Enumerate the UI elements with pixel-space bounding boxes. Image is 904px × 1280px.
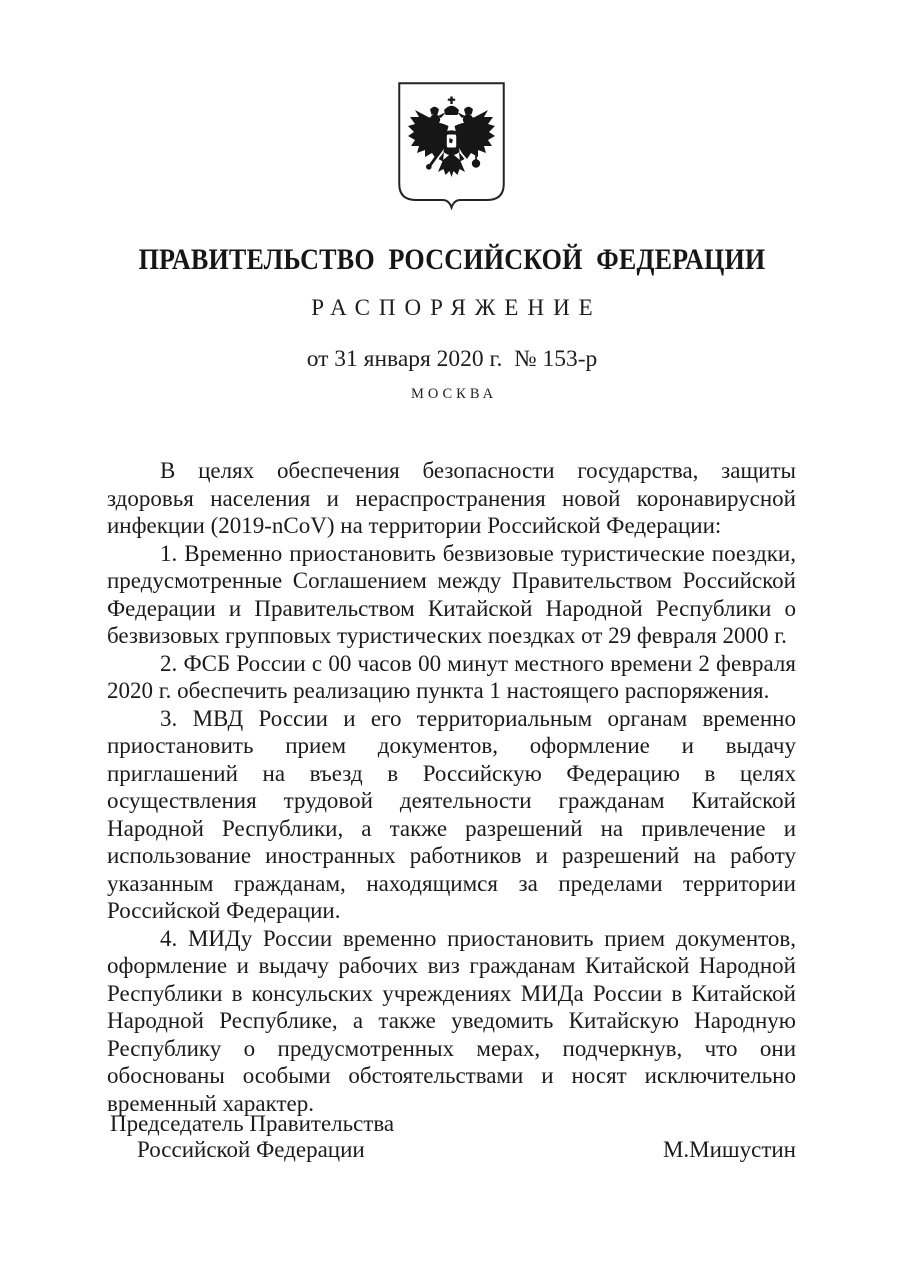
document-body — [107, 457, 796, 1117]
date-and-number-line: от 31 января 2020 г. № 153-р — [306, 346, 598, 372]
paragraph-preamble: В целях обеспечения безопасности государства, защиты здоровья населения и нераспространения новой коронавирусной инфекции (2019-nCoV) на территории Российской Федерации: — [107, 458, 796, 538]
paragraph-item-1: 1. Временно приостановить безвизовые туристические поездки, предусмотренные Соглашением между Правительством Российской Федерации и Правительством Китайской Народной Республики о безвизовых групповых туристических поездках от 29 февраля 2000 г. — [107, 540, 796, 648]
signature-row — [107, 1137, 796, 1163]
document-type-heading: РАСПОРЯЖЕНИЕ — [311, 295, 602, 320]
paragraph-item-4: 4. МИДу России временно приостановить прием документов, оформление и выдачу рабочих виз гражданам Китайской Народной Республики в консульских учреждениях МИДа России в Китайской Народной Республике, а также уведомить Китайскую Народную Республику о предусмотренных мерах, подчеркнув, что они обоснованы особыми обстоятельствами и носят исключительно временный характер. — [107, 925, 796, 1116]
paragraph-item-3: 3. МВД России и его территориальным органам временно приостановить прием документов, оформление и выдачу приглашений на въезд в Российскую Федерацию в целях осуществления трудовой деятельности гражданам Китайской Народной Республики, а также разрешений на привлечение и использование иностранных работников и разрешений на работу указанным гражданам, находящимся за пределами территории Российской Федерации. — [107, 705, 796, 923]
signer-title-line-1: Председатель Правительства — [110, 1111, 395, 1136]
russian-double-headed-eagle-icon — [398, 82, 505, 210]
paragraph-item-2: 2. ФСБ России с 00 часов 00 минут местного времени 2 февраля 2020 г. обеспечить реализацию пункта 1 настоящего распоряжения. — [107, 650, 796, 703]
signer-name: М.Мишустин — [662, 1136, 796, 1162]
signer-title-line-2: Российской Федерации — [137, 1136, 365, 1162]
issuing-authority-title: ПРАВИТЕЛЬСТВО РОССИЙСКОЙ ФЕДЕРАЦИИ — [138, 243, 766, 276]
coat-of-arms-emblem — [398, 82, 505, 210]
city-label: МОСКВА — [410, 386, 498, 402]
signature-block — [107, 1111, 796, 1162]
